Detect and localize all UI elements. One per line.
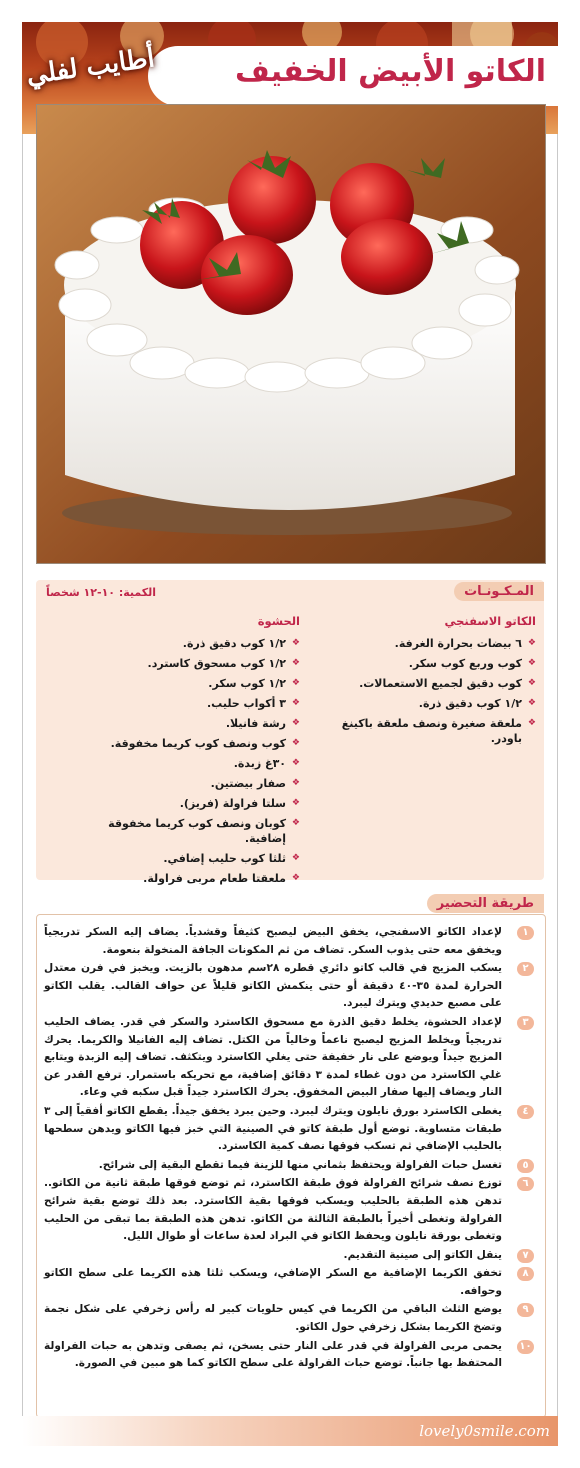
step-item [44,1301,534,1336]
site-logo: أطايب لفلي [24,43,157,91]
recipe-title: الكاتو الأبيض الخفيف [234,54,546,89]
step-number: ٢ [517,962,534,976]
step-item [44,960,534,1013]
servings-quantity: الكمية: ١٠-١٢ شخصاً [46,586,157,599]
step-text: يغطى الكاسترد بورق نايلون ويترك ليبرد. وحين يبرد يخفق جيداً. يقطع الكاتو أفقياً إلى ٣ طبقات متساوية. توضع أول طبقة كاتو في الصينية التي خبز فيها الكاتو ويدهن سطحها بالحليب الإضافي ثم تسكب فوقها نصف كمية الكاسترد. [44,1104,502,1153]
step-item [44,1157,534,1175]
sponge-ingredients [326,614,536,751]
step-item [44,1175,534,1245]
step-text: ينقل الكاتو إلى صينية التقديم. [343,1248,502,1261]
list-item: ❖ ملعقتا طعام مربى فراولة. [80,871,300,886]
step-number: ١ [517,926,534,940]
cake-photo [36,104,546,564]
step-number: ٣ [517,1016,534,1030]
step-number: ٨ [517,1267,534,1281]
step-number: ٦ [517,1177,534,1191]
list-item: ❖ كوب وربع كوب سكر. [326,656,536,671]
step-number: ١٠ [517,1340,534,1354]
method-steps [44,924,534,1374]
step-item [44,924,534,959]
sponge-title: الكاتو الاسفنجي [444,614,536,628]
step-text: لإعداد الحشوة، يخلط دقيق الذرة مع مسحوق الكاسترد والسكر في قدر. يضاف الحليب تدريجياً ويخلط المزيج ليصبح ناعماً وخالياً من الكتل. تضاف إليه الفانيلا والكريما. يحرك المزيج جيداً ويوضع على نار خفيفة حتى يغلي الكاسترد ويتكثف. تضاف إليه الزبدة ويتابع غلي الكاسترد من دون غطاء لمدة ٣ دقائق إضافية، مع تحريكه باستمرار. ترفع القدر عن النار ويضاف إليها صفار البيض المخفوق. يحرك الكاسترد جيداً قبل سكبه في وعاء. [44,1015,503,1099]
site-url[interactable]: lovely0smile.com [419,1422,550,1440]
list-item: ❖ كوب ونصف كوب كريما مخفوقة. [80,736,300,751]
step-item [44,1265,534,1300]
step-item [44,1247,534,1265]
list-item: ❖ كوبان ونصف كوب كريما مخفوقة إضافية. [80,816,300,846]
filling-title: الحشوة [257,614,300,628]
list-item: ❖ ١/٢ كوب دقيق ذرة. [80,636,300,651]
step-text: يوضع الثلث الباقي من الكريما في كيس حلويات كبير له رأس زخرفي على شكل نجمة وتضخ الكريما بشكل زخرفي حول الكاتو. [44,1303,502,1334]
list-item: ❖ رشة فانيلا. [80,716,300,731]
list-item: ❖ سلتا فراولة (فريز). [80,796,300,811]
filling-ingredients [80,614,300,891]
list-item: ❖ ٣ أكواب حليب. [80,696,300,711]
step-number: ٧ [517,1249,534,1263]
list-item: ❖ ١/٢ كوب مسحوق كاسترد. [80,656,300,671]
step-number: ٥ [517,1159,534,1173]
step-text: يحمى مربى الفراولة في قدر على النار حتى يسخن، ثم يصفى وتدهن به حبات الفراولة المحتفظ بها جانباً. توضع حبات الفراولة على سطح الكاتو كما هو مبين في الصورة. [44,1339,502,1370]
step-item [44,1014,534,1102]
step-item [44,1103,534,1156]
list-item: ❖ ملعقة صغيرة ونصف ملعقة باكينغ باودر. [326,716,536,746]
step-text: توزع نصف شرائح الفراولة فوق طبقة الكاسترد، ثم توضع فوقها طبقة ثانية من الكاتو.. تدهن هذه الطبقة بالحليب ويسكب فوقها بقية الكاسترد. بعد ذلك توضع بقية شرائح الفراولة وتغطى أخيراً بالطبقة الثالثة من الكاتو. تدهن هذه الطبقة بما تبقى من الحليب وتغطى بورقة نايلون ويحفظ الكاتو في البراد لعدة ساعات أو طوال الليل. [44,1177,502,1243]
list-item: ❖ كوب دقيق لجميع الاستعمالات. [326,676,536,691]
step-text: تغسل حبات الفراولة ويحتفظ بثماني منها للزينة فيما تقطع البقية إلى شرائح. [98,1158,502,1171]
step-number: ٤ [517,1105,534,1119]
step-text: تخفق الكريما الإضافية مع السكر الإضافي، ويسكب ثلثا هذه الكريما على سطح الكاتو وحوافه. [44,1267,502,1297]
step-text: يسكب المزيج في قالب كاتو دائري قطره ٢٨سم مدهون بالزيت. ويخبز في فرن معتدل الحرارة لمدة ٣٥-٤٠ دقيقة أو حتى ينكمش الكاتو قليلاً عن حواف القالب. يقلب الكاتو على مصبع حديدي ويترك ليبرد. [44,962,502,1010]
list-item: ❖ ١/٢ كوب سكر. [80,676,300,691]
step-item [44,1338,534,1373]
step-text: لإعداد الكاتو الاسفنجي، يخفق البيض ليصبح كثيفاً وقشدياً. يضاف إليه السكر تدريجياً ويخفق معه حتى يذوب السكر. تضاف من ثم المكونات الجافة المنخولة بنعومة. [44,926,502,956]
list-item: ❖ ٦ بيضات بحرارة الغرفة. [326,636,536,651]
ingredients-heading: المـكـونـات [454,582,544,601]
list-item: ❖ صفار بيضتين. [80,776,300,791]
list-item: ❖ ٣٠غ زبدة. [80,756,300,771]
method-heading: طريقة التحضير [427,894,544,913]
list-item: ❖ ثلثا كوب حليب إضافي. [80,851,300,866]
step-number: ٩ [517,1303,534,1317]
list-item: ❖ ١/٢ كوب دقيق ذرة. [326,696,536,711]
